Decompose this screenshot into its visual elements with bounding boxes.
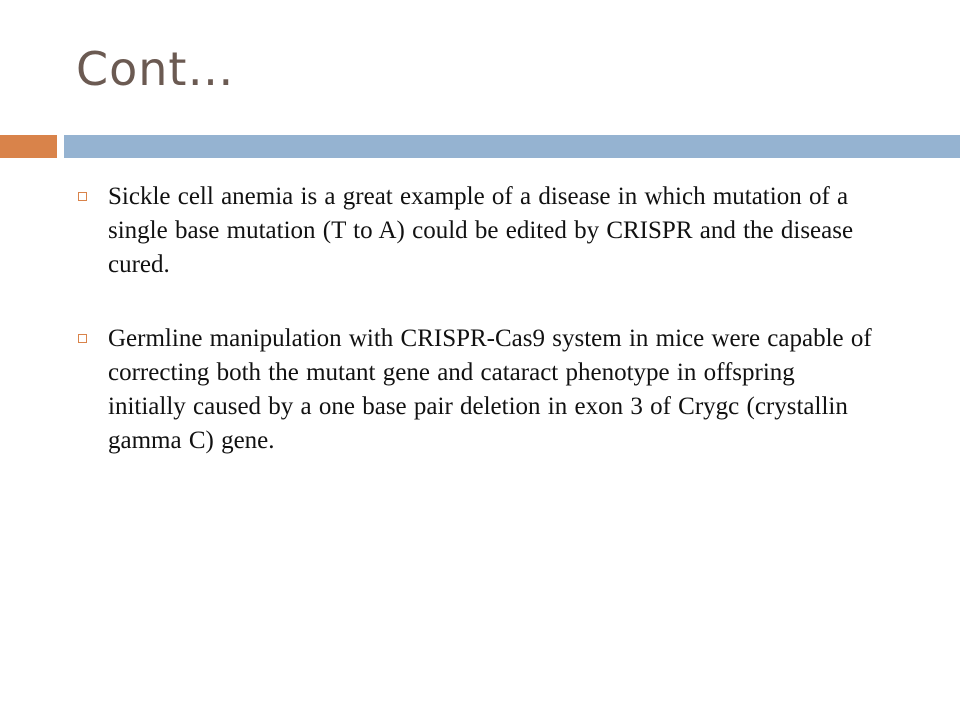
bullet-item <box>76 322 876 458</box>
bullet-item <box>76 180 876 282</box>
square-bullet-icon <box>78 334 87 343</box>
accent-bar-orange <box>0 135 57 158</box>
square-bullet-icon <box>78 192 87 201</box>
slide-title: Cont… <box>76 42 235 96</box>
bullet-text: Sickle cell anemia is a great example of a disease in which mutation of a single base mutation (T to A) could be edited by CRISPR and the disease cured. <box>108 183 854 278</box>
bullet-list <box>76 180 876 498</box>
accent-bar-blue <box>64 135 960 158</box>
bullet-text: Germline manipulation with CRISPR-Cas9 system in mice were capable of correcting both the mutant gene and cataract phenotype in offspring initially caused by a one base pair deletion in exon 3 of Crygc (crystallin gamma C) gene. <box>108 325 872 454</box>
